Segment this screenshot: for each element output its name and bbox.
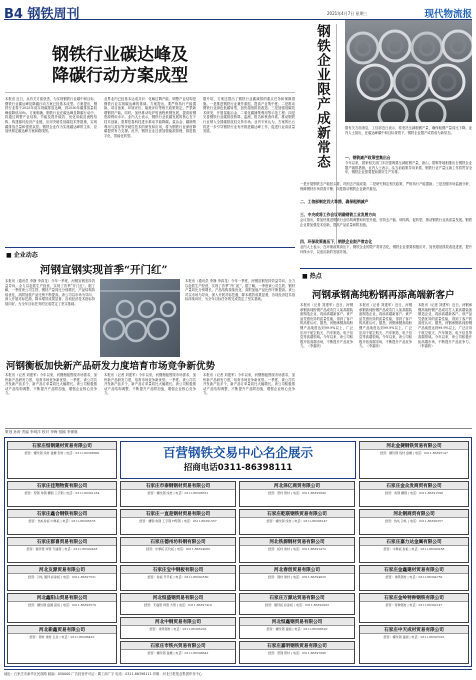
company-name: 石家庄乾联钢铁贸易有限公司 xyxy=(240,510,354,518)
company-info: 经营：卷板 开平板 | 电话：0311-86392580 xyxy=(147,575,209,579)
company-name: 河北恒盛钢贸易有限公司 xyxy=(121,594,235,602)
company-name: 石家庄中天成材贸易有限公司 xyxy=(360,626,468,634)
hotspot-body-col3: 本报讯（记者 刘建军）近日，河钢承钢高纯粉钢产品成功打入某高端装备制造企业，再添高端新客户。该产品凭借优异的质量性能，得到了客户的高度认可。据悉，河钢承钢高纯粉钢产品纯度达到99.9%以上，广泛应用于航空航天、汽车制造、电子信息等高端领域。今年以来，该公司积极开拓高端市场，不断提升产品竞争力。（李嘉欣） xyxy=(418,303,472,349)
company-info: 经营：建筑钢材 | 电话：0311-86394756 xyxy=(385,575,443,579)
hengban-body-col2: 本报讯（记者 刘建军）今年以来，河钢衡板围绕市场需求，加快新产品研发力度，培育市场竞争新优势。一季度，该公司共开发新产品多个，新产品订单量同比大幅增长。该公司积极推动产品结构调整，不断提升产品附加值，增强企业核心竞争力。 xyxy=(104,373,196,396)
company-info: 经营：镀锌管 焊管 无缝管 | 电话：0311-86392468 xyxy=(26,547,98,551)
company-info: 经营：角钢 槽钢 | 电话：0311-86391598 xyxy=(385,491,443,495)
company-name: 石家庄鑫合钢铁有限公司 xyxy=(8,510,116,518)
company-name: 河北春创贸易有限公司 xyxy=(240,566,354,574)
company-card xyxy=(359,481,469,507)
page-footer xyxy=(4,669,472,679)
company-card xyxy=(359,441,469,479)
right-body-4: 业内人士表示，在环保政策高压下，钢铁企业的限产将常态化，钢铁企业需要积极应对，加快超低排放改造进度，提升环保水平，以适应新的发展环境。 xyxy=(300,245,472,254)
company-name: 河北友源贸易有限公司 xyxy=(8,566,116,574)
company-card xyxy=(239,481,355,507)
company-card xyxy=(7,593,117,623)
hotspot-tag-text: 热点 xyxy=(309,273,322,280)
company-name: 河北钢商贸有限公司 xyxy=(360,510,468,518)
company-info: 经营：特种钢材 | 电话：0311-86392147 xyxy=(385,603,443,607)
coils-illustration xyxy=(345,20,472,122)
company-card xyxy=(359,509,469,535)
company-info: 经营：中厚板 花纹板 | 电话：0311-86394680 xyxy=(146,547,210,551)
hotspot-body-col2: 本报讯（记者 刘建军）近日，河钢承钢高纯粉钢产品成功打入某高端装备制造企业，再添高端新客户。该产品凭借优异的质量性能，得到了客户的高度认可。据悉，河钢承钢高纯粉钢产品纯度达到99.9%以上，广泛应用于航空航天、汽车制造、电子信息等高端领域。今年以来，该公司积极开拓高端市场，不断提升产品竞争力。（李嘉欣） xyxy=(359,303,412,349)
company-card xyxy=(7,565,117,591)
lead-body-col3: 据介绍，方案还提出了钢铁行业碳减排的重点任务和保障措施。一是推进钢铁行业兼并重组，提高产业集中度；二是推动钢铁行业绿色低碳转型，加快超低排放改造；三是加强低碳技术研发，开展氢能冶金、二氧化碳捕集利用等示范工程；四是完善钢铁行业碳排放核算、监测、报告和核查体系，推动钢铁行业纳入全国碳排放权交易市场。业内专家认为，方案的出台将进一步引导钢铁行业有序推进碳达峰工作，促进行业高质量发展。 xyxy=(203,97,295,134)
footer-info: 地址：石家庄市新华区民族路 邮编：050000 广告经营许可证：冀工商广字 电话：0311-86398111 印刷：河北日报报业集团印务中心 xyxy=(4,672,203,676)
company-name: 石家庄金鑫建材贸易有限公司 xyxy=(360,566,468,574)
company-card xyxy=(359,625,469,664)
lead-body-col1: 本报讯 近日，从有关方面获悉，为实现钢铁行业碳中和目标，钢铁行业碳达峰及降碳行动方案已经基本成型。方案提出，钢铁行业将于2025年前实现碳排放达峰，到2030年碳排放量较峰值降低30%。方案明确，钢铁行业在碳达峰及降碳行动中，将通过调整产业结构、节能及提升能效、优化用能及流程结构、构建循环经济产业链、应用突破性低碳技术等措施，实现碳排放总量和强度双控。钢铁企业作为实施碳达峰的主体，应加快制定碳达峰方案和路线图。 xyxy=(5,97,97,134)
company-name: 石家庄万源达贸易有限公司 xyxy=(240,594,354,602)
company-info: 经营：螺纹钢 盘圆 | 电话：0311-86397025 xyxy=(383,635,445,639)
lead-title-line2: 降碳行动方案成型 xyxy=(52,66,188,86)
company-card xyxy=(120,509,236,535)
company-name: 河北铁源钢材贸易有限公司 xyxy=(240,538,354,546)
company-info: 经营：型钢 角钢 槽钢 工字钢 | 电话：0311-86391234 xyxy=(24,491,100,495)
company-info: 经营：型材 管材 | 电话：0311-86393690 xyxy=(268,491,326,495)
company-news-tag: ■ 企业动态 xyxy=(6,252,38,259)
lead-headline xyxy=(52,45,252,87)
company-card xyxy=(239,509,355,535)
company-info: 经营：无缝管 焊管 方管 | 电话：0311-86397410 xyxy=(144,603,212,607)
hengban-body-col3: 本报讯（记者 刘建军）今年以来，河钢衡板围绕市场需求，加快新产品研发力度，培育市场竞争新优势。一季度，该公司共开发新产品多个，新产品订单量同比大幅增长。该公司积极推动产品结构调整，不断提升产品附加值，增强企业核心竞争力。 xyxy=(203,373,295,396)
company-card xyxy=(7,537,117,563)
company-card xyxy=(239,537,355,563)
company-info: 经营：螺纹钢 盘螺 | 电话：0311-86398642 xyxy=(147,651,209,655)
hotspot-story-title: 河钢承钢高纯粉钢再添高端新客户 xyxy=(312,290,455,301)
company-info: 经营：螺纹钢 盘圆 | 电话：0311-86398520 xyxy=(266,627,328,631)
headline-divider xyxy=(5,92,295,93)
company-story-body: 本报讯（通讯员 李静 李真龙）今年一季度，河钢宣钢坚持效益导向，全力以赴抓生产经营，实现了首季“开门红”。据了解，一季度该公司生铁、钢材产量同比分别增长，产品结构持续优化，高附加值产品比例不断提高。该公司以市场为导向，深入开展对标挖潜，降本增效成果显著，各项经济技术指标持续向好，为全年目标任务的完成奠定了坚实基础。 xyxy=(5,279,95,306)
company-name: 石家庄嘉力达金属有限公司 xyxy=(360,538,468,546)
company-card xyxy=(120,617,236,639)
company-card xyxy=(359,565,469,591)
company-card xyxy=(120,593,236,615)
editor-rule xyxy=(5,428,472,429)
company-info: 经营：螺纹钢 线材 | 电话：0311-86396147 xyxy=(266,519,328,523)
right-body-1b: 一是开展钢铁去产能回头看，巩固去产能成果；二是研究制定相关政策，严格执行产能置换；三是加强市场监测分析，保障钢材市场供需平衡；四是推动钢铁企业兼并重组。 xyxy=(300,182,472,191)
hotspot-tag: ■ 热点 xyxy=(302,273,322,280)
issue-date: 2021年4月7日 星期三 xyxy=(327,11,368,16)
company-name: 石家庄一直是钢材贸易有限公司 xyxy=(121,510,235,518)
lead-title-line1: 钢铁行业碳达峰及 xyxy=(52,45,188,65)
warehouse-photo xyxy=(100,279,180,357)
company-info: 经营：钢材 建材 | 电话：0311-86394825 xyxy=(268,575,326,579)
company-name: 石家庄嘉明钢铁贸易有限公司 xyxy=(240,642,354,650)
company-card xyxy=(7,509,117,535)
section-label: B4 钢铁周刊 xyxy=(4,7,80,22)
company-info: 经营：热轧 冷轧 | 电话：0311-86396357 xyxy=(385,519,443,523)
company-name: 石家庄金岭特种钢铁有限公司 xyxy=(360,594,468,602)
company-card xyxy=(359,593,469,623)
company-info: 经营：镀锌板 彩涂板 | 电话：0311-86392963 xyxy=(265,603,329,607)
directory-banner-title: 百营钢铁交易中心名企展示 xyxy=(162,445,313,460)
company-name: 石家庄群喜贸易有限公司 xyxy=(8,538,116,546)
company-name: 河北泽亿商贸有限公司 xyxy=(240,482,354,490)
newspaper-logo: 现代物流报 xyxy=(424,9,472,20)
right-subhead-4: 四、环保政策高压下，钢铁企业限产常态化 xyxy=(300,239,373,244)
company-card xyxy=(239,593,355,615)
steel-coils-photo xyxy=(345,20,472,122)
company-name: 河北鑫阳山贸易有限公司 xyxy=(8,594,116,602)
company-info: 经营：中厚板 卷板 | 电话：0311-86393258 xyxy=(383,547,445,551)
right-subhead-2: 二、工信部制定四大举措，确保粗钢减产 xyxy=(300,199,369,204)
company-card xyxy=(120,641,236,664)
company-card xyxy=(239,641,355,664)
right-body-3: 会议指出，要加快推进钢铁行业结构调整和转型升级，坚持去产能、调结构、促转型，推动钢铁行业高质量发展。钢铁企业要加强技术创新，提高产品质量和附加值。 xyxy=(300,218,472,227)
company-info: 经营：热轧卷板 中厚板 | 电话：0311-86395678 xyxy=(28,519,96,523)
company-info: 经营：槽钢 角钢 工字钢 H型钢 | 电话：0311-86391357 xyxy=(139,519,217,523)
warehouse-illustration xyxy=(100,279,180,357)
company-info: 经营：螺纹钢 盘圆 高线 | 电话：0311-86393579 xyxy=(28,603,96,607)
company-info: 经营：钢材 建材 五金 | 电话：0311-86396420 xyxy=(29,635,95,639)
hotspot-body-col1: 本报讯（记者 刘建军）近日，河钢承钢高纯粉钢产品成功打入某高端装备制造企业，再添高端新客户。该产品凭借优异的质量性能，得到了客户的高度认可。据悉，河钢承钢高纯粉钢产品纯度达到99.9%以上，广泛应用于航空航天、汽车制造、电子信息等高端领域。今年以来，该公司积极开拓高端市场，不断提升产品竞争力。（李嘉欣） xyxy=(300,303,353,349)
right-story-intro: 据有关方面消息，工信部近日表示，将坚决压减粗钢产量，确保粗钢产量同比下降。业内人士指出，在碳达峰碳中和目标背景下，钢铁企业限产或将成为新常态。 xyxy=(345,126,472,135)
company-name: 石家庄市泰钢钢材贸易有限公司 xyxy=(121,482,235,490)
company-story-body-2: 本报讯（通讯员 李静 李真龙）今年一季度，河钢宣钢坚持效益导向，全力以赴抓生产经营，实现了首季“开门红”。据了解，一季度该公司生铁、钢材产量同比分别增长，产品结构持续优化，高附加值产品比例不断提高。该公司以市场为导向，深入开展对标挖潜，降本增效成果显著，各项经济技术指标持续向好，为全年目标任务的完成奠定了坚实基础。 xyxy=(185,279,295,302)
company-news-tag-text: 企业动态 xyxy=(13,252,38,259)
company-name: 石家庄金众发商贸有限公司 xyxy=(360,482,468,490)
company-name: 河北中钢贸易有限公司 xyxy=(121,618,235,626)
right-column-divider xyxy=(336,24,337,244)
company-name: 石家庄市铁兴贸易有限公司 xyxy=(121,642,235,650)
company-info: 经营：板材 卷材 | 电话：0311-86391472 xyxy=(268,547,326,551)
directory-hotline: 招商电话0311-86398111 xyxy=(183,463,293,473)
company-card xyxy=(120,537,236,563)
company-card xyxy=(7,625,117,664)
company-info: 经营：螺纹钢 线材 盘螺 | 电话：0311-86395147 xyxy=(380,451,448,455)
company-info: 经营：螺纹钢 线材 | 电话：0311-86398321 xyxy=(147,491,209,495)
company-name: 河北金捷钢铁贸易有限公司 xyxy=(360,442,468,450)
company-name: 石家庄恒钢建材贸易有限公司 xyxy=(8,442,116,450)
directory-banner xyxy=(120,441,356,479)
section-rule xyxy=(5,247,295,248)
company-card xyxy=(120,481,236,507)
company-card xyxy=(239,565,355,591)
company-name: 河北新鑫贸易有限公司 xyxy=(8,626,116,634)
company-story-title: 河钢宣钢实现首季“开门红” xyxy=(40,264,168,276)
company-name: 石家庄宝中钢板有限公司 xyxy=(121,566,235,574)
company-name: 河北恒鑫钢贸易有限公司 xyxy=(240,618,354,626)
company-info: 经营：型钢 管材 | 电话：0311-86397896 xyxy=(268,651,326,655)
editor-credits: 策划 孙涛 责编 李玥洋 校对 李梅 组稿 李律航 xyxy=(5,430,78,434)
company-name: 石家庄佳翔物资有限公司 xyxy=(8,482,116,490)
company-card xyxy=(239,617,355,639)
company-info: 经营：螺纹钢 线材 盘螺 型材 | 电话：0311-86398000 xyxy=(24,451,100,455)
company-card xyxy=(7,481,117,507)
lead-body-col2: 业界业内已经基本达成共识：化解过剩产能、调整产业结构是钢铁行业实现碳达峰的基础。方案提出，要严格执行产能置换、项目备案、环境评价、能耗评价等相关政策规定，严禁新增钢铁产能。同时，加快推动电炉短流程炼钢发展，提高废钢资源利用水平。业内人士表示，钢铁行业低碳发展的核心在于技术创新，需要依靠科技进步推动节能降碳。氢冶金、碳捕集利用与封存等突破性技术的研发和应用，将为钢铁行业深度降碳提供有力支撑。此外，钢铁企业还需加强能源管理，推进数字化、智能化转型。 xyxy=(104,97,196,138)
hengban-story-title: 河钢衡板加快新产品研发力度培育市场竞争新优势 xyxy=(6,361,216,372)
company-card xyxy=(120,565,236,591)
company-name: 石家庄德州坊科钢有限公司 xyxy=(121,538,235,546)
company-card xyxy=(359,537,469,563)
right-body-1: 今年以来，国家相关部门多次强调要压减粗钢产量，唐山、邯郸等地相继出台钢铁企业限产减排措施。业内人士表示，从当前政策导向来看，钢铁行业产量压减工作将贯穿全年，钢铁企业需要提前做好生产安排。 xyxy=(345,161,472,175)
right-story-title: 钢铁企业限产成新常态 xyxy=(314,24,330,169)
right-subhead-1: 一、钢铁减产政策密集出台 xyxy=(345,155,391,160)
company-info: 经营：建筑钢材 | 电话：0311-86395203 xyxy=(149,627,207,631)
hotspot-rule xyxy=(300,268,472,269)
company-card xyxy=(7,441,117,479)
right-subhead-3: 三、中央或将工作会议明确钢铁工业发展方向 xyxy=(300,212,376,217)
hengban-body-col1: 本报讯（记者 刘建军）今年以来，河钢衡板围绕市场需求，加快新产品研发力度，培育市场竞争新优势。一季度，该公司共开发新产品多个，新产品订单量同比大幅增长。该公司积极推动产品结构调整，不断提升产品附加值，增强企业核心竞争力。 xyxy=(5,373,97,396)
company-info: 经营：冷轧 镀锌 彩涂板 | 电话：0311-86397531 xyxy=(28,575,96,579)
page-header xyxy=(4,2,472,20)
